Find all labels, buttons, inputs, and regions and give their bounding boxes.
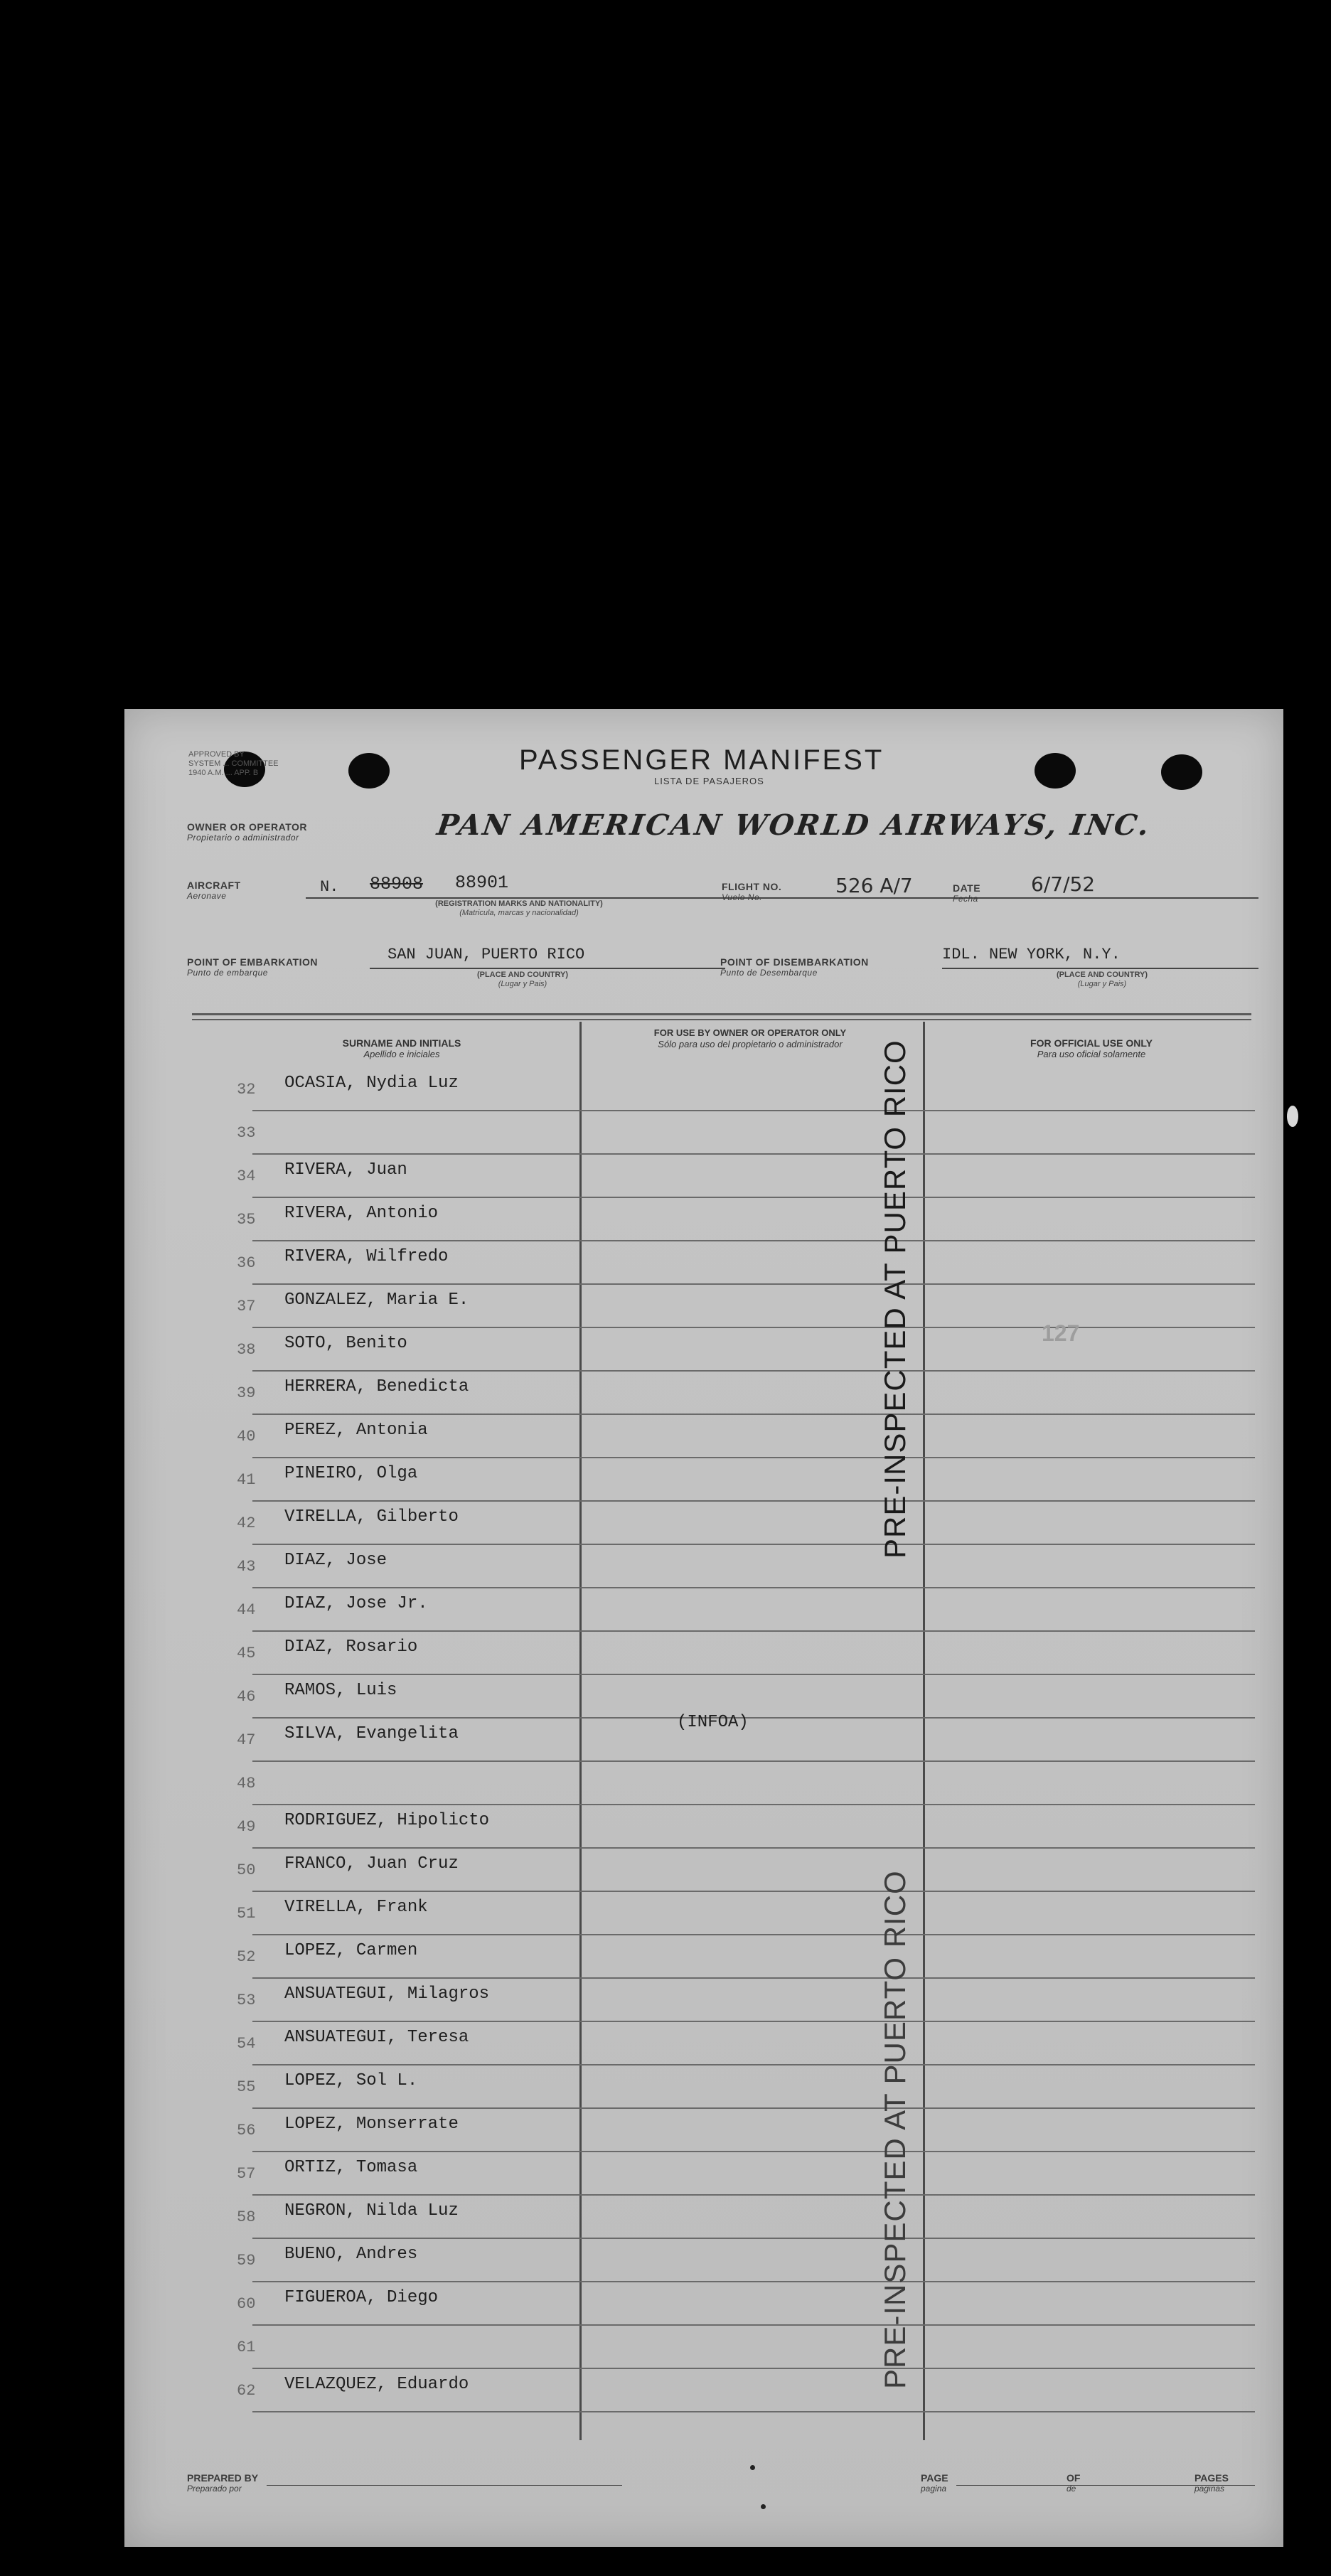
aircraft-label-es: Aeronave (187, 891, 227, 901)
passenger-name: DIAZ, Jose Jr. (284, 1594, 428, 1613)
passenger-name: RIVERA, Antonio (284, 1204, 439, 1223)
official-mark: 127 (1042, 1320, 1080, 1346)
passenger-name: LOPEZ, Sol L. (284, 2071, 418, 2090)
flight-number: 526 A/7 (835, 874, 913, 897)
flight-date: 6/7/52 (1031, 872, 1096, 896)
aircraft-struck-number: 88908 (370, 874, 424, 894)
passenger-row (188, 1805, 1255, 1849)
passenger-name: OCASIA, Nydia Luz (284, 1074, 459, 1093)
embark-place: SAN JUAN, PUERTO RICO (387, 946, 585, 963)
owner-label-es: Propietario o administrador (187, 833, 299, 843)
row-number: 57 (237, 2165, 256, 2183)
names-heading-en: SURNAME AND INITIALS (342, 1037, 461, 1049)
passenger-row (188, 1372, 1255, 1415)
passenger-name: DIAZ, Rosario (284, 1637, 418, 1657)
passenger-row (188, 1241, 1255, 1285)
owner-column-heading (636, 1027, 864, 1050)
of-label-en: OF (1067, 2472, 1081, 2484)
passenger-name: RODRIGUEZ, Hipolicto (284, 1811, 490, 1830)
pages-label (1194, 2472, 1229, 2494)
place-caption-es: (Lugar y Pais) (1077, 980, 1127, 988)
passenger-name: LOPEZ, Carmen (284, 1941, 418, 1960)
passenger-row (188, 2152, 1255, 2196)
date-underline (992, 897, 1258, 899)
aircraft-caption-en: (REGISTRATION MARKS AND NATIONALITY) (435, 899, 603, 908)
place-caption-es: (Lugar y Pais) (498, 980, 547, 988)
embark-label (187, 956, 318, 978)
embark-label-en: POINT OF EMBARKATION (187, 956, 318, 968)
row-number: 54 (237, 2035, 256, 2053)
passenger-row (188, 2109, 1255, 2152)
row-number: 58 (237, 2208, 256, 2226)
disembark-label-en: POINT OF DISEMBARKATION (720, 956, 869, 968)
passenger-name: RIVERA, Wilfredo (284, 1247, 449, 1266)
disembark-underline (942, 968, 1258, 969)
passenger-name: PINEIRO, Olga (284, 1464, 418, 1483)
passenger-name: BUENO, Andres (284, 2245, 418, 2264)
passenger-name: GONZALEZ, Maria E. (284, 1290, 469, 1310)
row-number: 60 (237, 2295, 256, 2313)
passenger-name: ANSUATEGUI, Milagros (284, 1984, 490, 2004)
passenger-row (188, 1675, 1255, 1719)
embark-underline (370, 968, 725, 969)
passenger-row (188, 1285, 1255, 1328)
punch-hole (1035, 753, 1076, 789)
row-number: 56 (237, 2122, 256, 2139)
official-column-heading (942, 1037, 1241, 1060)
punch-hole (1161, 754, 1202, 790)
passenger-row (188, 1588, 1255, 1632)
passenger-row (188, 1935, 1255, 1979)
passenger-row (188, 1892, 1255, 1935)
row-number: 37 (237, 1298, 256, 1315)
of-label-es: de (1067, 2484, 1076, 2494)
passenger-row (188, 1111, 1255, 1155)
passenger-row (188, 2326, 1255, 2369)
passenger-row (188, 1849, 1255, 1892)
aircraft-caption-es: (Matricula, marcas y nacionalidad) (459, 909, 579, 917)
place-caption-en: (PLACE AND COUNTRY) (476, 971, 569, 979)
passenger-row (188, 1198, 1255, 1241)
manifest-subtitle: LISTA DE PASAJEROS (654, 776, 764, 786)
row-number: 32 (237, 1081, 256, 1099)
manifest-sheet (124, 709, 1283, 2547)
passenger-row (188, 1155, 1255, 1198)
row-number: 34 (237, 1167, 256, 1185)
row-number: 49 (237, 1818, 256, 1836)
row-number: 33 (237, 1124, 256, 1142)
place-caption-en: (PLACE AND COUNTRY) (1056, 971, 1148, 979)
owner-heading-en: FOR USE BY OWNER OR OPERATOR ONLY (653, 1027, 847, 1038)
header-rule (192, 1019, 1251, 1020)
aircraft-label-en: AIRCRAFT (187, 880, 241, 891)
owner-label (187, 821, 307, 843)
names-column-heading (224, 1037, 579, 1060)
approval-note (188, 750, 279, 778)
row-number: 47 (237, 1731, 256, 1749)
page-label-en: PAGE (921, 2472, 948, 2484)
passenger-row (188, 1502, 1255, 1545)
row-number: 39 (237, 1384, 256, 1402)
flight-label-es: Vuelo No. (722, 892, 762, 902)
passenger-name: VIRELLA, Gilberto (284, 1507, 459, 1527)
prepared-by-label (187, 2472, 258, 2494)
passenger-name: RIVERA, Juan (284, 1160, 407, 1180)
header-rule (192, 1013, 1251, 1015)
preinspection-stamp: PRE-INSPECTED AT PUERTO RICO (878, 1870, 912, 2389)
row-number: 61 (237, 2339, 256, 2356)
scan-edge-mark (1287, 1106, 1298, 1127)
passenger-name: SILVA, Evangelita (284, 1724, 459, 1743)
passenger-row (188, 1068, 1255, 1111)
pages-label-en: PAGES (1194, 2472, 1229, 2484)
punch-hole (348, 753, 390, 789)
passenger-name: VELAZQUEZ, Eduardo (284, 2375, 469, 2394)
passenger-row (188, 2065, 1255, 2109)
owner-label-en: OWNER OR OPERATOR (187, 821, 307, 833)
passenger-row (188, 1415, 1255, 1458)
row-line (252, 2411, 1255, 2412)
of-label (1067, 2472, 1080, 2494)
prepared-label-en: PREPARED BY (187, 2472, 259, 2484)
approval-line: APPROVED BY (188, 750, 245, 759)
row-number: 52 (237, 1948, 256, 1966)
row-number: 44 (237, 1601, 256, 1619)
passenger-name: FIGUEROA, Diego (284, 2288, 439, 2307)
official-heading-en: FOR OFFICIAL USE ONLY (1030, 1037, 1153, 1049)
flight-label-en: FLIGHT NO. (722, 881, 782, 892)
passenger-row (188, 2022, 1255, 2065)
passenger-name: SOTO, Benito (284, 1334, 407, 1353)
passenger-row (188, 2196, 1255, 2239)
row-number: 40 (237, 1428, 256, 1445)
embark-caption (416, 971, 629, 989)
manifest-title: PASSENGER MANIFEST (519, 744, 884, 776)
passenger-name: DIAZ, Jose (284, 1551, 387, 1570)
owner-note: (INFOA) (677, 1713, 749, 1732)
passenger-name: PEREZ, Antonia (284, 1421, 428, 1440)
page-label (921, 2472, 948, 2494)
approval-line: 1940 A.M. ... APP. B (188, 769, 259, 777)
row-number: 36 (237, 1254, 256, 1272)
row-number: 55 (237, 2078, 256, 2096)
preinspection-stamp: PRE-INSPECTED AT PUERTO RICO (878, 1040, 912, 1559)
owner-heading-es: Sólo para uso del propietario o administrador (658, 1039, 843, 1049)
aircraft-caption (370, 899, 668, 918)
passenger-name: ORTIZ, Tomasa (284, 2158, 418, 2177)
embark-label-es: Punto de embarque (187, 968, 268, 978)
date-label-en: DATE (953, 882, 981, 894)
passenger-name: HERRERA, Benedicta (284, 1377, 469, 1396)
row-number: 41 (237, 1471, 256, 1489)
passenger-row (188, 2369, 1255, 2412)
official-heading-es: Para uso oficial solamente (1037, 1049, 1146, 1059)
flight-label (722, 881, 781, 902)
page-label-es: pagina (921, 2484, 947, 2494)
row-number: 45 (237, 1645, 256, 1662)
ink-dot (750, 2465, 755, 2470)
pages-label-es: paginas (1194, 2484, 1225, 2494)
row-number: 51 (237, 1905, 256, 1923)
passenger-row (188, 2282, 1255, 2326)
prepared-by-underline (267, 2485, 622, 2486)
passenger-row (188, 1545, 1255, 1588)
aircraft-registration: 88901 (455, 872, 509, 893)
row-number: 35 (237, 1211, 256, 1229)
airline-name: PAN AMERICAN WORLD AIRWAYS, INC. (434, 808, 1153, 842)
row-number: 46 (237, 1688, 256, 1706)
passenger-name: LOPEZ, Monserrate (284, 2115, 459, 2134)
passenger-name: FRANCO, Juan Cruz (284, 1854, 459, 1874)
names-heading-es: Apellido e iniciales (363, 1049, 440, 1059)
date-label (953, 882, 980, 904)
row-number: 43 (237, 1558, 256, 1576)
passenger-name: RAMOS, Luis (284, 1681, 397, 1700)
row-number: 38 (237, 1341, 256, 1359)
page-count-underline (956, 2485, 1255, 2486)
passenger-name: VIRELLA, Frank (284, 1898, 428, 1917)
row-number: 42 (237, 1514, 256, 1532)
row-number: 53 (237, 1992, 256, 2009)
passenger-row (188, 1458, 1255, 1502)
passenger-row (188, 1762, 1255, 1805)
date-label-es: Fecha (953, 894, 978, 904)
passenger-row (188, 1328, 1255, 1372)
passenger-name: NEGRON, Nilda Luz (284, 2201, 459, 2220)
approval-line: SYSTEM ... COMMITTEE (188, 759, 279, 768)
passenger-row (188, 1979, 1255, 2022)
ink-dot (761, 2504, 766, 2509)
row-number: 59 (237, 2252, 256, 2270)
disembark-label (720, 956, 869, 978)
aircraft-prefix: N. (320, 878, 339, 896)
row-number: 62 (237, 2382, 256, 2400)
passenger-row (188, 1632, 1255, 1675)
passenger-row (188, 2239, 1255, 2282)
disembark-caption (995, 971, 1209, 989)
row-number: 48 (237, 1775, 256, 1792)
row-number: 50 (237, 1861, 256, 1879)
disembark-place: IDL. NEW YORK, N.Y. (942, 946, 1121, 963)
passenger-name: ANSUATEGUI, Teresa (284, 2028, 469, 2047)
disembark-label-es: Punto de Desembarque (720, 968, 818, 978)
prepared-label-es: Preparado por (187, 2484, 242, 2494)
aircraft-label (187, 880, 241, 901)
